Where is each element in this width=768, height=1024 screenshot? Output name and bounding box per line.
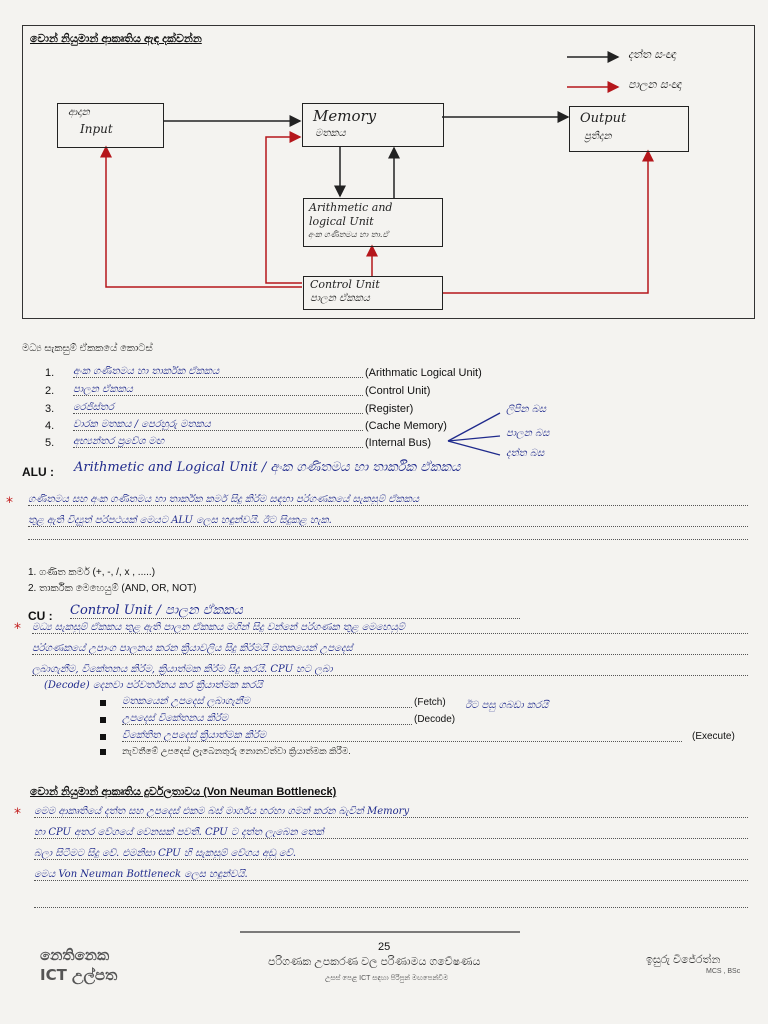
cpu-part-num: 5.: [45, 437, 55, 449]
logo-line2: ICT උල්පත: [40, 966, 118, 984]
cu-note: ඊට පසු ගබඩා කරයි: [465, 700, 549, 711]
cpu-part-item: [45, 366, 505, 382]
bottleneck-star: *: [14, 806, 21, 822]
arrow-cu-memory: [266, 137, 302, 283]
bullet-icon: [100, 749, 106, 755]
page-number: 25: [378, 941, 391, 953]
cpu-part-handwritten: පාලන ඒකකය: [73, 384, 363, 396]
alu-line-1: ගණිතමය සහ අංක ගණිතමය හා තාර්කික කර්ම සිදු කිරීම සඳහා පරිගණකයේ සැකසුම් ඒකකය: [28, 494, 748, 506]
footer-center-sub: උසස් පෙළ ICT සඳහා පිරිපුන් මඟපෙන්වීම: [325, 975, 449, 982]
input-box: [57, 103, 164, 148]
cu-step-hand: විකේතිත උපදෙස් ක්‍රියාත්මක කිරීම: [122, 730, 682, 742]
alu-title: Arithmetic and Logical Unit / අංක ගණිතමය හා තාර්කික ඒකකය: [74, 460, 461, 475]
alu-box-line1: Arithmetic and: [309, 201, 393, 214]
alu-box-line2: logical Unit: [309, 215, 374, 228]
cu-step: [100, 730, 750, 746]
alu-label: ALU :: [22, 465, 54, 479]
cu-step-hand: උපදෙස් විකේතනය කිරීම: [122, 713, 412, 725]
cpu-part-handwritten: අභ්‍යන්තර ප්‍රවේශ මඟ: [73, 436, 363, 448]
input-box-line2: Input: [80, 122, 113, 136]
alu-line-2: තුළ ඇති විද්‍යුත් පරිපථයක් මෙයට ALU ලෙස හඳුන්වයි. ඊට සිදුකළ හැක.: [28, 515, 748, 527]
memory-box-line2: මතකය: [315, 128, 346, 139]
bottleneck-line: මෙම ආකෘතියේ දත්ත සහ උපදෙස් එකම බස් මාර්ගය හරහා ගමන් කරන බැවින් Memory: [34, 806, 748, 818]
alu-star: *: [6, 495, 13, 511]
cpu-part-num: 4.: [45, 420, 55, 432]
cu-box-line2: පාලන ඒකකය: [310, 293, 370, 304]
cpu-part-label: (Control Unit): [365, 385, 431, 397]
cu-step: [100, 696, 520, 712]
cpu-part-label: (Register): [365, 403, 414, 415]
output-box: [569, 106, 689, 152]
arrow-cu-output: [442, 151, 648, 293]
cpu-parts-heading: මධ්‍ය සැකසුම් ඒකකයේ කොටස්: [22, 343, 153, 354]
cu-star: *: [14, 621, 21, 637]
footer-center-title: පරිගණක උපකරණ වල පරිණාමය ගවේෂණය: [268, 956, 481, 968]
cu-line: (Decode) දෙනවා පරිවර්තනය කර ක්‍රියාත්මක කරයි: [44, 680, 263, 691]
cpu-part-num: 3.: [45, 403, 55, 415]
bus-type: ලිපින බස: [506, 404, 547, 415]
footer-author: ඉසුරු විජේරත්න: [646, 954, 721, 966]
bus-type: පාලන බස: [506, 428, 550, 439]
cu-step-label: නැවතීමේ උපදෙස් ලැබෙනතුරු නොනවත්වා ක්‍රියාත්මක කිරීම.: [122, 746, 351, 756]
cu-step-label: (Execute): [692, 731, 735, 742]
alu-blank-line: [28, 538, 748, 540]
bottleneck-line: මෙය Von Neuman Bottleneck ලෙස හඳුන්වයි.: [34, 869, 748, 881]
bottleneck-blank-line: [34, 906, 748, 908]
input-box-line1: ආදාන: [68, 107, 90, 118]
cu-step-label: (Fetch): [414, 697, 446, 708]
bottleneck-line: හා CPU අතර වේගයේ වෙනසක් පවතී. CPU ට දත්ත ලැබෙන තෙක්: [34, 827, 748, 839]
cpu-part-label: (Cache Memory): [365, 420, 447, 432]
bullet-icon: [100, 700, 106, 706]
cpu-part-num: 1.: [45, 367, 55, 379]
cpu-part-handwritten: වාරක මතකය / පෙරහුරු මතකය: [73, 419, 363, 431]
bottleneck-line: බලා සිටීමට සිදු වේ. එමනිසා CPU හි සැකසුම් වේගය අඩු වේ.: [34, 848, 748, 860]
alu-op: 1. ගණිත කර්ම (+, -, /, x , .....): [28, 567, 156, 578]
cu-line: ලබාගැනීම, විකේතනය කිරීම, ක්‍රියාත්මක කිරීම සිදු කරයි. CPU හට ලබා: [32, 664, 748, 676]
cpu-part-item: [45, 384, 505, 400]
bullet-icon: [100, 717, 106, 723]
diagram-title: වොන් නියුමාන් ආකෘතිය ඇඳ දක්වන්න: [30, 33, 202, 45]
output-box-line1: Output: [580, 111, 627, 126]
arrow-cu-input: [106, 147, 302, 287]
cu-label: CU :: [28, 609, 53, 623]
cu-title: Control Unit / පාලන ඒකකය: [70, 603, 520, 619]
memory-box-line1: Memory: [313, 107, 377, 125]
legend-data-label: දත්ත සංඥා: [628, 48, 676, 61]
cpu-part-handwritten: රෙජිස්තර: [73, 402, 363, 414]
cpu-part-label: (Arithmatic Logical Unit): [365, 367, 482, 379]
legend-control-label: පාලන සංඥා: [628, 78, 682, 91]
cu-line: පරිගණකයේ උපාංග පාලනය කරන ක්‍රියාවලිය සිදු කිරීමයි මතකයෙන් උපදෙස්: [32, 643, 748, 655]
cpu-part-label: (Internal Bus): [365, 437, 432, 449]
footer-logo: [38, 946, 148, 992]
bottleneck-heading: වොන් නියුමාන් ආකෘතිය දුර්වලතාවය (Von Neuman Bottleneck): [30, 786, 337, 798]
cu-step: [100, 745, 600, 761]
cu-box: [303, 276, 443, 310]
cu-step-hand: මතකයෙන් උපදෙස් ලබාගැනීම: [122, 696, 412, 708]
cpu-part-num: 2.: [45, 385, 55, 397]
footer-author-sub: MCS , BSc: [706, 968, 741, 975]
cu-box-line1: Control Unit: [310, 278, 380, 291]
bullet-icon: [100, 734, 106, 740]
cu-step-label: (Decode): [414, 714, 456, 725]
output-box-line2: ප්‍රතිදාන: [584, 131, 612, 142]
logo-line1: නෙතිනෙක: [40, 946, 110, 964]
alu-op: 2. තාර්කික මෙහෙයුම් (AND, OR, NOT): [28, 583, 197, 594]
bus-type: දත්ත බස: [506, 448, 545, 459]
cpu-part-item: [45, 419, 505, 435]
alu-box-line3: අංක ගණිතමය හා තා.ඒ: [308, 230, 389, 239]
cpu-part-handwritten: අංක ගණිතමය හා තාර්කික ඒකකය: [73, 366, 363, 378]
cu-step: [100, 713, 520, 729]
alu-box: [303, 198, 443, 247]
cpu-part-item: [45, 436, 505, 452]
memory-box: [302, 103, 444, 147]
cu-line: මධ්‍ය සැකසුම් ඒකකය තුළ ඇති පාලන ඒකකය මගින් සිදු වන්නේ පරිගණක තුළ මෙහෙයුම්: [32, 622, 748, 634]
cpu-part-item: [45, 402, 505, 418]
